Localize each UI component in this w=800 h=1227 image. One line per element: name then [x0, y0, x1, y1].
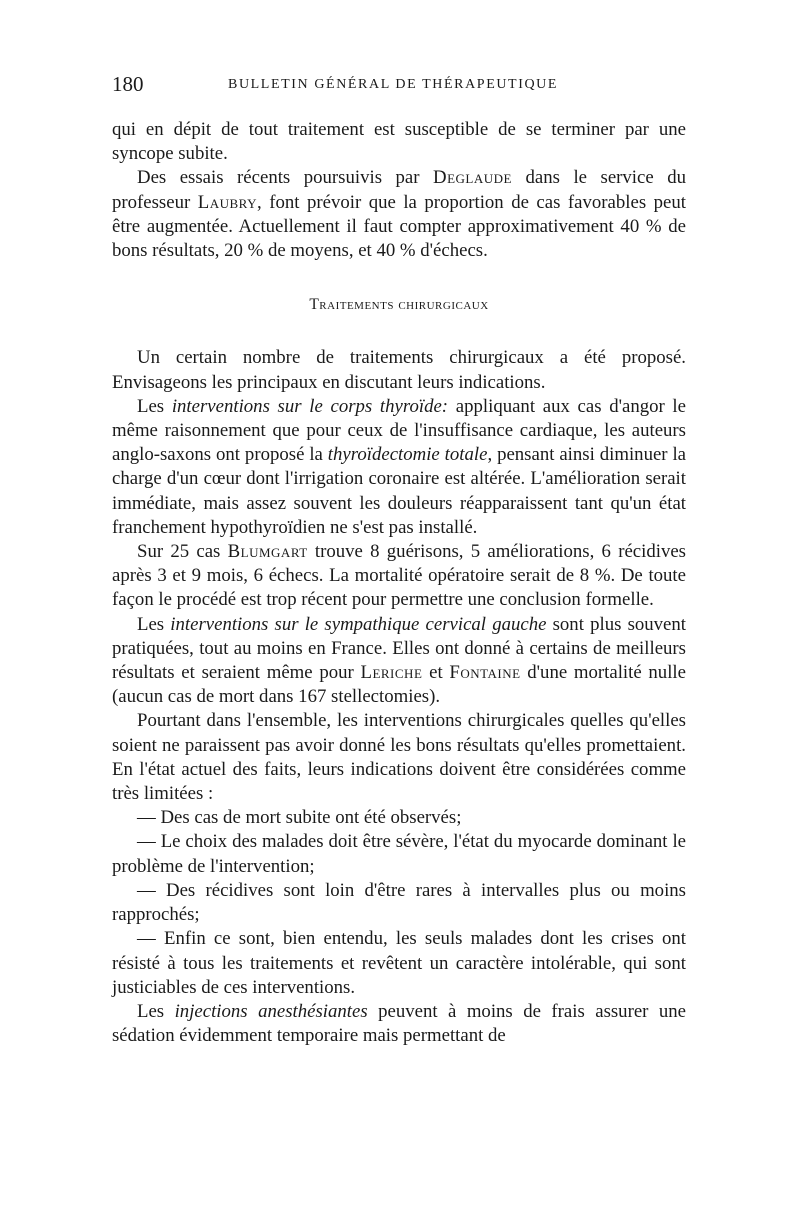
list-item: — Enfin ce sont, bien entendu, les seuls malades dont les crises ont résisté à tous les traitements et revêtent un caractère intolérable, qui sont justiciables de ces interventions. — [112, 928, 686, 998]
author-name: Deglaude — [433, 167, 512, 189]
paragraph-sympathetic: Les interventions sur le sympathique cervical gauche sont plus souvent pratiquées, tout au moins en France. Elles ont donné à certains de meilleurs résultats et seraient même pour Leriche et Fontaine d'une mortalité nulle (aucun cas de mort dans 167 stellectomies). — [112, 613, 686, 708]
paragraph-intro-surgery: Un certain nombre de traitements chirurgicaux a été proposé. Envisageons les principaux en discutant leurs indications. — [112, 347, 686, 393]
paragraph-thyroid: Les interventions sur le corps thyroïde: appliquant aux cas d'angor le même raisonnement que pour ceux de l'insuffisance cardiaque, les auteurs anglo-saxons ont proposé la thyroïdectomie totale, pensant ainsi diminuer la charge d'un cœur dont l'irrigation coronaire est altérée. L'amélioration serait immédiate, mais assez souvent les douleurs réapparaissent tant qu'un état franchement hypothyroïdien ne s'est pas installé. — [112, 395, 687, 538]
author-name: Blumgart — [227, 541, 308, 563]
page-number: 180 — [112, 72, 144, 96]
list-item: — Le choix des malades doit être sévère, l'état du myocarde dominant le problème de l'intervention; — [112, 831, 686, 877]
body-text — [112, 118, 686, 1048]
italic-term: injections anesthésiantes — [174, 1000, 368, 1022]
list-item: — Des cas de mort subite ont été observés; — [137, 807, 462, 829]
paragraph-overall: Pourtant dans l'ensemble, les interventions chirurgicales quelles qu'elles soient ne paraissent pas avoir donné les bons résultats qu'elles promettaient. En l'état actuel des faits, leurs indications doivent être considérées comme très limitées : — [112, 710, 686, 805]
italic-term: interventions sur le corps thyroïde: — [171, 395, 449, 417]
italic-term: interventions sur le sympathique cervical gauche — [170, 613, 547, 635]
author-name: Leriche — [360, 662, 423, 684]
list-item: — Des récidives sont loin d'être rares à intervalles plus ou moins rapprochés; — [112, 879, 686, 926]
running-title: BULLETIN GÉNÉRAL DE THÉRAPEUTIQUE — [228, 77, 559, 92]
paragraph-injections: Les injections anesthésiantes peuvent à moins de frais assurer une sédation évidemment temporaire mais permettant de — [112, 1000, 687, 1047]
section-heading: Traitements chirurgicaux — [309, 296, 489, 314]
paragraph-continuation: qui en dépit de tout traitement est susceptible de se terminer par une syncope subite. — [112, 119, 686, 165]
page-header — [112, 72, 686, 108]
italic-term: thyroïdectomie totale — [327, 444, 488, 466]
paragraph-blumgart: Sur 25 cas Blumgart trouve 8 guérisons, 5 améliorations, 6 récidives après 3 et 9 mois, 6 échecs. La mortalité opératoire serait de 8 %. De toute façon le procédé est trop récent pour permettre une conclusion formelle. — [112, 541, 686, 611]
document-page — [112, 72, 686, 1048]
author-name: Fontaine — [449, 662, 521, 684]
author-name: Laubry — [197, 191, 257, 213]
paragraph-deglaude: Des essais récents poursuivis par Deglaude dans le service du professeur Laubry, font prévoir que la proportion de cas favorables peut être augmentée. Actuellement il faut compter approximativement 40 % de bons résultats, 20 % de moyens, et 40 % d'échecs. — [112, 167, 686, 262]
